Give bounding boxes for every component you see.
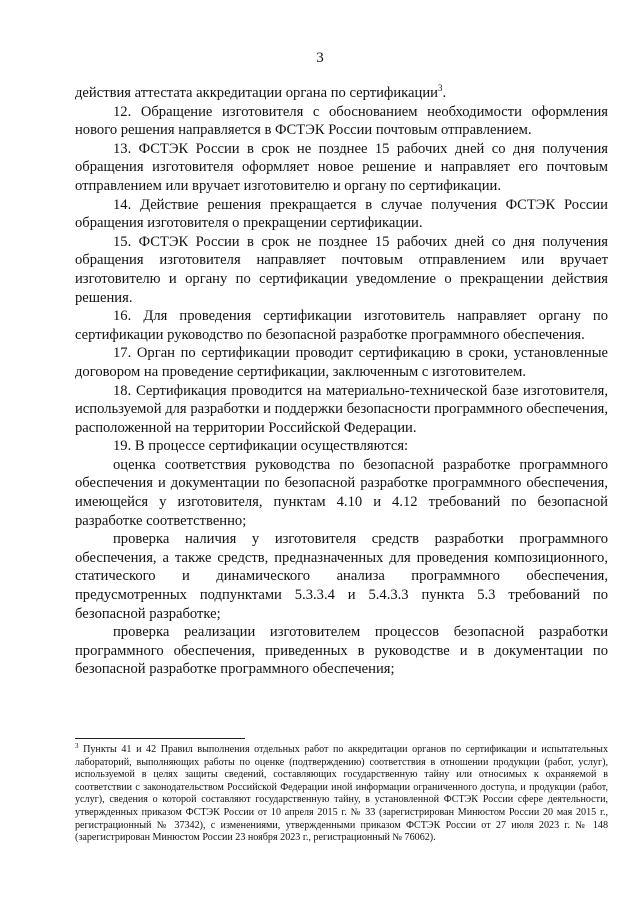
paragraph-17: 17. Орган по сертификации проводит сертификацию в сроки, установленные договором на проведение сертификации, заключенным с изготовителем. [75,345,608,380]
paragraph-18: 18. Сертификация проводится на материально-технической базе изготовителя, используемой для разработки и поддержки безопасности программного обеспечения, расположенной на территории Российской Федерации. [75,382,608,436]
footnote-separator [75,738,245,739]
paragraph-suffix: . [442,85,447,101]
footnote-reference: 3 [437,83,443,93]
paragraph-15: 15. ФСТЭК России в срок не позднее 15 рабочих дней со дня получения обращения изготовителя направляет почтовым отправлением или вручает изготовителю и органу по сертификации уведомление о прекращении действия решения. [75,233,608,306]
paragraph-14: 14. Действие решения прекращается в случае получения ФСТЭК России обращения изготовителя о прекращении сертификации. [75,196,608,232]
list-item-tools-check: проверка наличия у изготовителя средств разработки программного обеспечения, а также средств, предназначенных для проведения композиционного, статического и динамического анализа программного обеспечения, предусмотренных подпунктами 5.3.3.4 и 5.4.3.3 пункта 5.3 требований по безопасной разработке; [75,531,608,622]
footnote-text: Пункты 41 и 42 Правил выполнения отдельных работ по аккредитации органов по сертификации и испытательных лабораторий, выполняющих работы по оценке (подтверждению) соответствия в отношении продукции (работ, услуг), используемой в целях защиты сведений, составляющих государственную тайну или относимых к охраняемой в соответствии с законодательством Российской Федерации иной информации ограниченного доступа, и продукции (работ, услуг), сведения о которой составляют государственную тайну, в установленной ФСТЭК России сфере деятельности, утвержденных приказом ФСТЭК России от 10 апреля 2015 г. № 33 (зарегистрирован Минюстом России 20 мая 2015 г., регистрационный № 37342), с изменениями, утвержденными приказом ФСТЭК России от 27 июля 2023 г. № 148 (зарегистрирован Минюстом России 23 ноября 2023 г., регистрационный № 76062). [75,744,608,844]
paragraph-text: действия аттестата аккредитации органа по сертификации [75,85,438,101]
footnote [75,744,608,845]
list-item-assessment: оценка соответствия руководства по безопасной разработке программного обеспечения и документации по безопасной разработке программного обеспечения, имеющейся у изготовителя, пунктам 4.10 и 4.12 требований по безопасной разработке соответственно; [75,456,608,529]
paragraph-13: 13. ФСТЭК России в срок не позднее 15 рабочих дней со дня получения обращения изготовителя оформляет новое решение и направляет его почтовым отправлением или вручает изготовителю и органу по сертификации. [75,140,608,194]
document-body [75,84,608,679]
paragraph-continuation [75,84,608,103]
page-number: 3 [316,50,324,66]
list-item-process-check: проверка реализации изготовителем процессов безопасной разработки программного обеспечения, приведенных в руководстве и в документации по безопасной разработке программного обеспечения; [75,624,608,678]
paragraph-19: 19. В процессе сертификации осуществляются: [113,438,409,455]
paragraph-16: 16. Для проведения сертификации изготовитель направляет органу по сертификации руководство по безопасной разработке программного обеспечения. [75,308,608,343]
paragraph-12: 12. Обращение изготовителя с обоснованием необходимости оформления нового решения направляется в ФСТЭК России почтовым отправлением. [75,103,608,139]
footnote-marker: 3 [75,742,79,750]
